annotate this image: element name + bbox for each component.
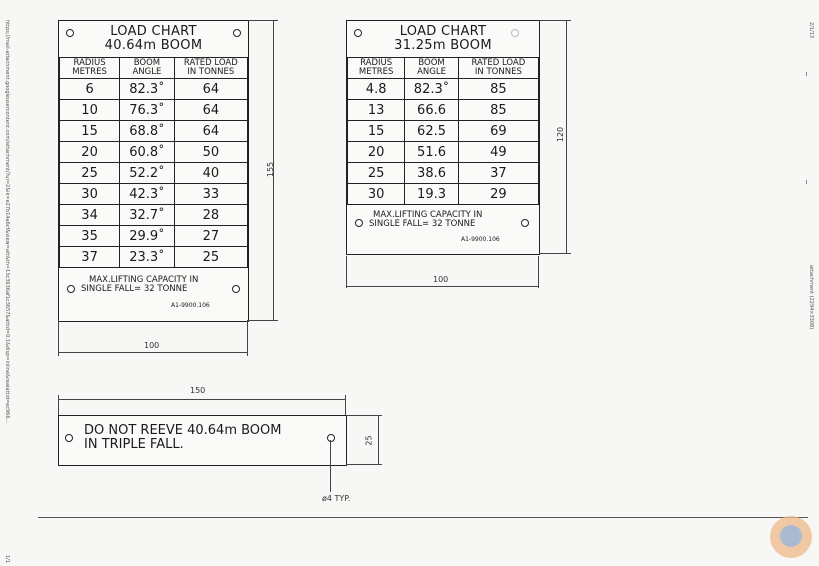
- capacity-note: MAX.LIFTING CAPACITY IN: [89, 275, 199, 285]
- table-row: [60, 121, 248, 142]
- column-header: BOOM ANGLE: [405, 58, 458, 79]
- table-cell: 25: [348, 163, 405, 184]
- table-cell: 20: [348, 142, 405, 163]
- table-cell: 85: [458, 79, 538, 100]
- table-row: [60, 163, 248, 184]
- table-cell: 64: [174, 100, 247, 121]
- table-cell: 33: [174, 184, 247, 205]
- table-cell: 15: [60, 121, 120, 142]
- table-cell: 64: [174, 121, 247, 142]
- table-cell: 38.6: [405, 163, 458, 184]
- dimension-width: 100: [433, 275, 449, 284]
- mounting-hole-icon: [232, 285, 240, 293]
- load-chart-40m: [58, 20, 249, 322]
- table-cell: 49: [458, 142, 538, 163]
- table-cell: 29.9˚: [120, 226, 175, 247]
- table-cell: 30: [60, 184, 120, 205]
- dimension-height: 120: [556, 126, 566, 143]
- warning-text: IN TRIPLE FALL.: [84, 437, 184, 452]
- table-cell: 40: [174, 163, 247, 184]
- table-row: [348, 79, 539, 100]
- table-cell: 19.3: [405, 184, 458, 205]
- table-cell: 85: [458, 100, 538, 121]
- table-cell: 23.3˚: [120, 247, 175, 268]
- warning-plate: [58, 415, 347, 466]
- part-number: A1-9900.106: [171, 302, 210, 309]
- chart-title: LOAD CHART: [110, 24, 197, 39]
- table-row: [348, 163, 539, 184]
- table-cell: 60.8˚: [120, 142, 175, 163]
- table-cell: 51.6: [405, 142, 458, 163]
- capacity-note: MAX.LIFTING CAPACITY IN: [373, 210, 483, 220]
- chart-subtitle: 40.64m BOOM: [104, 38, 203, 53]
- capacity-note: SINGLE FALL= 32 TONNE: [81, 284, 188, 294]
- table-row: [348, 100, 539, 121]
- column-header: RATED LOAD IN TONNES: [458, 58, 538, 79]
- table-cell: 35: [60, 226, 120, 247]
- table-cell: 6: [60, 79, 120, 100]
- table-cell: 69: [458, 121, 538, 142]
- mounting-hole-icon: [65, 434, 73, 442]
- column-header: RADIUS METRES: [60, 58, 120, 79]
- table-cell: 37: [458, 163, 538, 184]
- table-cell: 62.5: [405, 121, 458, 142]
- table-row: [60, 226, 248, 247]
- dimension-width: 150: [190, 386, 206, 395]
- chart-title: LOAD CHART: [399, 24, 487, 39]
- warning-text: DO NOT REEVE 40.64m BOOM: [84, 423, 282, 438]
- table-cell: 25: [60, 163, 120, 184]
- table-row: [60, 100, 248, 121]
- table-cell: 25: [174, 247, 247, 268]
- table-cell: 37: [60, 247, 120, 268]
- column-header: RATED LOAD IN TONNES: [174, 58, 247, 79]
- mounting-hole-icon: [67, 285, 75, 293]
- print-date: 2/1/13: [808, 22, 814, 39]
- attachment-label: attachment (2294×3308): [808, 265, 814, 330]
- table-cell: 68.8˚: [120, 121, 175, 142]
- dimension-height: 155: [266, 161, 276, 178]
- table-cell: 13: [348, 100, 405, 121]
- table-row: [348, 184, 539, 205]
- load-table: [347, 57, 539, 205]
- table-cell: 34: [60, 205, 120, 226]
- load-table: [59, 57, 248, 268]
- table-cell: 76.3˚: [120, 100, 175, 121]
- dimension-height: 25: [364, 435, 374, 446]
- table-cell: 20: [60, 142, 120, 163]
- table-cell: 42.3˚: [120, 184, 175, 205]
- table-row: [60, 79, 248, 100]
- mounting-hole-icon: [327, 434, 335, 442]
- source-url: https://mail-attachment.googleusercontent.com/attachment/?ui=2&ik=e27b14a6cf&view=att&th=13c3636af1c3657&attid=0.1&disp=inline&realattid=ec966...: [4, 20, 10, 424]
- mounting-hole-icon: [521, 219, 529, 227]
- table-cell: 29: [458, 184, 538, 205]
- table-cell: 28: [174, 205, 247, 226]
- table-cell: 10: [60, 100, 120, 121]
- table-cell: 4.8: [348, 79, 405, 100]
- hole-note: ø4 TYP.: [322, 494, 351, 503]
- dimension-width: 100: [144, 341, 160, 350]
- table-cell: 15: [348, 121, 405, 142]
- table-cell: 64: [174, 79, 247, 100]
- capacity-note: SINGLE FALL= 32 TONNE: [369, 219, 476, 229]
- table-row: [60, 142, 248, 163]
- table-row: [348, 142, 539, 163]
- chart-subtitle: 31.25m BOOM: [394, 38, 492, 53]
- table-cell: 66.6: [405, 100, 458, 121]
- table-cell: 27: [174, 226, 247, 247]
- table-cell: 32.7˚: [120, 205, 175, 226]
- table-row: [348, 121, 539, 142]
- part-number: A1-9900.106: [461, 236, 500, 243]
- table-cell: 50: [174, 142, 247, 163]
- table-cell: 30: [348, 184, 405, 205]
- table-row: [60, 205, 248, 226]
- table-cell: 52.2˚: [120, 163, 175, 184]
- watermark-logo-icon: [770, 516, 812, 558]
- table-cell: 82.3˚: [120, 79, 175, 100]
- page-number: 1/1: [4, 555, 10, 564]
- column-header: RADIUS METRES: [348, 58, 405, 79]
- table-row: [60, 184, 248, 205]
- mounting-hole-icon: [355, 219, 363, 227]
- table-cell: 82.3˚: [405, 79, 458, 100]
- column-header: BOOM ANGLE: [120, 58, 175, 79]
- table-row: [60, 247, 248, 268]
- load-chart-31m: [346, 20, 540, 255]
